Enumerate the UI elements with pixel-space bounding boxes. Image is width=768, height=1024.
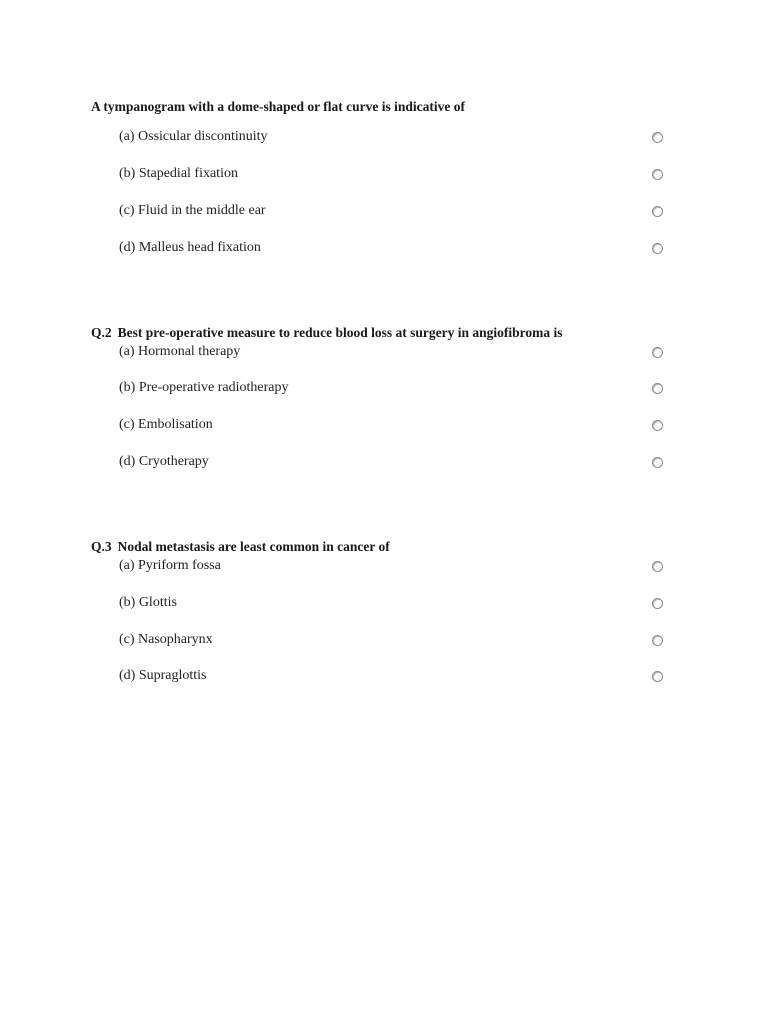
question-3-number: Q.3 (91, 539, 112, 554)
radio-button[interactable] (652, 383, 663, 394)
radio-button[interactable] (652, 561, 663, 572)
option-label: (d) Supraglottis (119, 668, 207, 683)
question-3-option-c[interactable] (0, 632, 768, 652)
question-1-option-d[interactable] (0, 240, 768, 260)
option-label: (c) Fluid in the middle ear (119, 203, 266, 218)
question-1-stem: A tympanogram with a dome-shaped or flat curve is indicative of (91, 99, 465, 114)
question-1-option-b[interactable] (0, 166, 768, 186)
radio-button[interactable] (652, 635, 663, 646)
option-label: (b) Stapedial fixation (119, 166, 238, 181)
question-2-option-d[interactable] (0, 454, 768, 474)
question-3-option-d[interactable] (0, 668, 768, 688)
radio-button[interactable] (652, 132, 663, 143)
option-label: (c) Nasopharynx (119, 632, 213, 647)
radio-button[interactable] (652, 206, 663, 217)
option-label: (c) Embolisation (119, 417, 213, 432)
radio-button[interactable] (652, 598, 663, 609)
option-label: (b) Pre-operative radiotherapy (119, 380, 289, 395)
question-3-text (91, 539, 390, 555)
question-2-option-c[interactable] (0, 417, 768, 437)
question-3-option-b[interactable] (0, 595, 768, 615)
option-label: (a) Hormonal therapy (119, 344, 241, 359)
question-2-number: Q.2 (91, 325, 112, 340)
question-2-option-a[interactable] (0, 344, 768, 364)
radio-button[interactable] (652, 457, 663, 468)
radio-button[interactable] (652, 347, 663, 358)
option-label: (a) Pyriform fossa (119, 558, 221, 573)
option-label: (a) Ossicular discontinuity (119, 129, 268, 144)
question-2-stem: Best pre-operative measure to reduce blood loss at surgery in angiofibroma is (117, 325, 563, 340)
question-3-option-a[interactable] (0, 558, 768, 578)
question-1-option-c[interactable] (0, 203, 768, 223)
option-label: (d) Malleus head fixation (119, 240, 261, 255)
question-1-text (91, 99, 465, 115)
question-2-text (91, 325, 563, 341)
radio-button[interactable] (652, 420, 663, 431)
radio-button[interactable] (652, 243, 663, 254)
question-3-stem: Nodal metastasis are least common in cancer of (117, 539, 390, 554)
question-2-option-b[interactable] (0, 380, 768, 400)
option-label: (d) Cryotherapy (119, 454, 209, 469)
radio-button[interactable] (652, 169, 663, 180)
question-1-option-a[interactable] (0, 129, 768, 149)
radio-button[interactable] (652, 671, 663, 682)
option-label: (b) Glottis (119, 595, 177, 610)
